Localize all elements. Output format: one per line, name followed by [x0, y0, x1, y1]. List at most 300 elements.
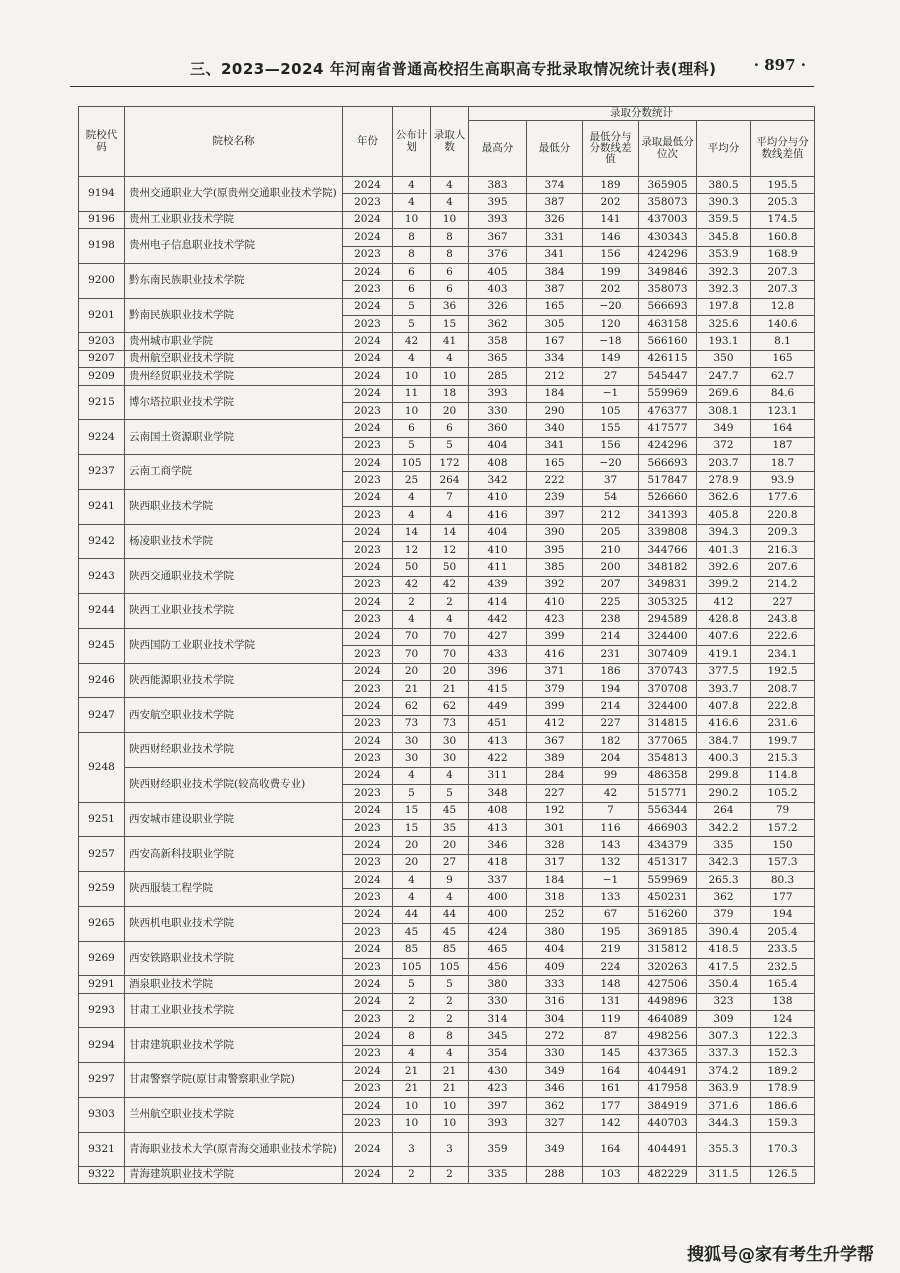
min-score: 330	[527, 1045, 583, 1062]
min-rank: 339808	[639, 524, 697, 541]
year: 2024	[343, 993, 393, 1010]
plan: 25	[393, 472, 431, 489]
plan: 2	[393, 1011, 431, 1028]
header-avg-diff: 平均分与分数线差值	[751, 121, 815, 177]
max-score: 330	[469, 993, 527, 1010]
header-plan: 公布计划	[393, 107, 431, 177]
max-score: 285	[469, 368, 527, 385]
plan: 5	[393, 316, 431, 333]
min-score: 416	[527, 646, 583, 663]
avg-diff: 233.5	[751, 941, 815, 958]
admitted: 73	[431, 715, 469, 732]
avg-diff: 222.6	[751, 628, 815, 645]
min-score: 404	[527, 941, 583, 958]
avg-score: 359.5	[697, 211, 751, 228]
school-code: 9245	[79, 628, 125, 663]
plan: 45	[393, 924, 431, 941]
admitted: 36	[431, 298, 469, 315]
year: 2024	[343, 368, 393, 385]
admitted: 6	[431, 420, 469, 437]
plan: 4	[393, 872, 431, 889]
min-diff: 212	[583, 507, 639, 524]
min-diff: 148	[583, 976, 639, 993]
min-score: 362	[527, 1097, 583, 1114]
year: 2023	[343, 680, 393, 697]
avg-diff: 216.3	[751, 541, 815, 558]
min-diff: 182	[583, 733, 639, 750]
max-score: 449	[469, 698, 527, 715]
min-score: 327	[527, 1115, 583, 1132]
plan: 62	[393, 698, 431, 715]
plan: 105	[393, 958, 431, 975]
max-score: 345	[469, 1028, 527, 1045]
min-diff: 133	[583, 889, 639, 906]
avg-diff: 152.3	[751, 1045, 815, 1062]
table-row	[79, 993, 815, 1010]
min-diff: 224	[583, 958, 639, 975]
avg-score: 416.6	[697, 715, 751, 732]
plan: 6	[393, 420, 431, 437]
year: 2024	[343, 906, 393, 923]
min-rank: 498256	[639, 1028, 697, 1045]
avg-score: 311.5	[697, 1166, 751, 1183]
min-diff: 186	[583, 663, 639, 680]
min-diff: 202	[583, 281, 639, 298]
avg-diff: 138	[751, 993, 815, 1010]
avg-score: 350.4	[697, 976, 751, 993]
max-score: 418	[469, 854, 527, 871]
avg-diff: 177	[751, 889, 815, 906]
admitted: 10	[431, 211, 469, 228]
school-name: 杨凌职业技术学院	[125, 524, 343, 559]
max-score: 337	[469, 872, 527, 889]
avg-diff: 222.8	[751, 698, 815, 715]
max-score: 408	[469, 802, 527, 819]
min-score: 387	[527, 194, 583, 211]
avg-diff: 157.2	[751, 819, 815, 836]
min-diff: 37	[583, 472, 639, 489]
table-row	[79, 802, 815, 819]
school-code: 9203	[79, 333, 125, 350]
min-rank: 463158	[639, 316, 697, 333]
school-name: 贵州电子信息职业技术学院	[125, 229, 343, 264]
school-name: 西安铁路职业技术学院	[125, 941, 343, 976]
min-score: 384	[527, 263, 583, 280]
year: 2024	[343, 420, 393, 437]
min-diff: 205	[583, 524, 639, 541]
plan: 4	[393, 194, 431, 211]
avg-diff: 194	[751, 906, 815, 923]
min-rank: 307409	[639, 646, 697, 663]
avg-diff: 164	[751, 420, 815, 437]
admitted: 5	[431, 785, 469, 802]
school-name: 甘肃建筑职业技术学院	[125, 1028, 343, 1063]
school-code: 9269	[79, 941, 125, 976]
avg-diff: 123.1	[751, 402, 815, 419]
plan: 105	[393, 455, 431, 472]
table-row	[79, 1028, 815, 1045]
avg-score: 372	[697, 437, 751, 454]
school-name: 青海建筑职业技术学院	[125, 1166, 343, 1183]
max-score: 342	[469, 472, 527, 489]
min-diff: 214	[583, 628, 639, 645]
min-score: 252	[527, 906, 583, 923]
admitted: 12	[431, 541, 469, 558]
avg-diff: 8.1	[751, 333, 815, 350]
min-rank: 324400	[639, 698, 697, 715]
year: 2024	[343, 802, 393, 819]
table-row	[79, 455, 815, 472]
plan: 21	[393, 1080, 431, 1097]
header-stats-group: 录取分数统计	[469, 107, 815, 121]
header-code: 院校代码	[79, 107, 125, 177]
min-diff: 177	[583, 1097, 639, 1114]
avg-diff: 124	[751, 1011, 815, 1028]
header-rank: 录取最低分位次	[639, 121, 697, 177]
admitted: 62	[431, 698, 469, 715]
table-row	[79, 229, 815, 246]
max-score: 314	[469, 1011, 527, 1028]
min-score: 184	[527, 872, 583, 889]
year: 2023	[343, 541, 393, 558]
admission-table	[78, 106, 815, 1184]
avg-diff: 80.3	[751, 872, 815, 889]
avg-score: 379	[697, 906, 751, 923]
avg-score: 307.3	[697, 1028, 751, 1045]
school-name: 西安高新科技职业学院	[125, 837, 343, 872]
school-name: 西安航空职业技术学院	[125, 698, 343, 733]
min-diff: 219	[583, 941, 639, 958]
max-score: 354	[469, 1045, 527, 1062]
min-rank: 526660	[639, 489, 697, 506]
max-score: 311	[469, 767, 527, 784]
avg-score: 377.5	[697, 663, 751, 680]
min-score: 316	[527, 993, 583, 1010]
year: 2024	[343, 1028, 393, 1045]
year: 2024	[343, 1097, 393, 1114]
min-diff: 120	[583, 316, 639, 333]
plan: 30	[393, 750, 431, 767]
min-score: 374	[527, 177, 583, 194]
year: 2023	[343, 246, 393, 263]
header-admitted: 录取人数	[431, 107, 469, 177]
plan: 4	[393, 889, 431, 906]
school-name: 甘肃工业职业技术学院	[125, 993, 343, 1028]
min-score: 349	[527, 1063, 583, 1080]
max-score: 413	[469, 733, 527, 750]
avg-diff: 189.2	[751, 1063, 815, 1080]
avg-score: 392.3	[697, 263, 751, 280]
admitted: 264	[431, 472, 469, 489]
admitted: 10	[431, 368, 469, 385]
avg-score: 308.1	[697, 402, 751, 419]
page-title: 三、2023—2024 年河南省普通高校招生高职高专批录取情况统计表(理科)	[190, 60, 717, 78]
year: 2024	[343, 837, 393, 854]
avg-score: 342.2	[697, 819, 751, 836]
avg-diff: 214.2	[751, 576, 815, 593]
max-score: 408	[469, 455, 527, 472]
avg-diff: 62.7	[751, 368, 815, 385]
avg-diff: 170.3	[751, 1132, 815, 1166]
admitted: 4	[431, 194, 469, 211]
min-score: 288	[527, 1166, 583, 1183]
min-rank: 430343	[639, 229, 697, 246]
admitted: 8	[431, 1028, 469, 1045]
avg-score: 399.2	[697, 576, 751, 593]
plan: 6	[393, 263, 431, 280]
table-row	[79, 385, 815, 402]
table-row	[79, 524, 815, 541]
plan: 5	[393, 976, 431, 993]
table-row	[79, 420, 815, 437]
min-rank: 426115	[639, 350, 697, 367]
table-row	[79, 698, 815, 715]
plan: 5	[393, 437, 431, 454]
header-min: 最低分	[527, 121, 583, 177]
admitted: 42	[431, 576, 469, 593]
plan: 5	[393, 785, 431, 802]
school-code: 9224	[79, 420, 125, 455]
admitted: 30	[431, 750, 469, 767]
table-row	[79, 1097, 815, 1114]
admitted: 21	[431, 1063, 469, 1080]
min-diff: 146	[583, 229, 639, 246]
min-diff: 142	[583, 1115, 639, 1132]
table-row	[79, 368, 815, 385]
min-rank: 437365	[639, 1045, 697, 1062]
avg-diff: 157.3	[751, 854, 815, 871]
year: 2024	[343, 455, 393, 472]
min-score: 341	[527, 437, 583, 454]
year: 2024	[343, 1166, 393, 1183]
year: 2024	[343, 941, 393, 958]
min-rank: 566693	[639, 455, 697, 472]
table-row	[79, 211, 815, 228]
school-name: 甘肃警察学院(原甘肃警察职业学院)	[125, 1063, 343, 1098]
table-row	[79, 263, 815, 280]
avg-diff: 231.6	[751, 715, 815, 732]
min-rank: 365905	[639, 177, 697, 194]
year: 2024	[343, 177, 393, 194]
plan: 14	[393, 524, 431, 541]
min-rank: 344766	[639, 541, 697, 558]
year: 2024	[343, 594, 393, 611]
min-score: 399	[527, 628, 583, 645]
school-name: 贵州经贸职业技术学院	[125, 368, 343, 385]
plan: 21	[393, 680, 431, 697]
plan: 42	[393, 576, 431, 593]
avg-score: 393.7	[697, 680, 751, 697]
max-score: 442	[469, 611, 527, 628]
plan: 6	[393, 281, 431, 298]
min-diff: 194	[583, 680, 639, 697]
page-header	[70, 56, 814, 87]
max-score: 326	[469, 298, 527, 315]
avg-diff: 186.6	[751, 1097, 815, 1114]
avg-score: 299.8	[697, 767, 751, 784]
min-rank: 451317	[639, 854, 697, 871]
min-rank: 545447	[639, 368, 697, 385]
max-score: 414	[469, 594, 527, 611]
school-name: 西安城市建设职业学院	[125, 802, 343, 837]
avg-score: 264	[697, 802, 751, 819]
max-score: 439	[469, 576, 527, 593]
min-score: 409	[527, 958, 583, 975]
avg-diff: 18.7	[751, 455, 815, 472]
min-rank: 466903	[639, 819, 697, 836]
table-row	[79, 559, 815, 576]
min-diff: 87	[583, 1028, 639, 1045]
min-rank: 516260	[639, 906, 697, 923]
min-rank: 384919	[639, 1097, 697, 1114]
year: 2023	[343, 1115, 393, 1132]
min-rank: 404491	[639, 1132, 697, 1166]
max-score: 393	[469, 385, 527, 402]
min-rank: 450231	[639, 889, 697, 906]
max-score: 465	[469, 941, 527, 958]
plan: 4	[393, 507, 431, 524]
avg-diff: 126.5	[751, 1166, 815, 1183]
admitted: 14	[431, 524, 469, 541]
admitted: 20	[431, 663, 469, 680]
school-name: 黔南民族职业技术学院	[125, 298, 343, 333]
school-name: 陕西国防工业职业技术学院	[125, 628, 343, 663]
min-rank: 294589	[639, 611, 697, 628]
admitted: 105	[431, 958, 469, 975]
year: 2023	[343, 1045, 393, 1062]
max-score: 427	[469, 628, 527, 645]
avg-score: 353.9	[697, 246, 751, 263]
min-diff: 189	[583, 177, 639, 194]
max-score: 376	[469, 246, 527, 263]
admitted: 4	[431, 507, 469, 524]
max-score: 411	[469, 559, 527, 576]
school-name: 陕西财经职业技术学院(较高收费专业)	[125, 767, 343, 802]
school-code: 9244	[79, 594, 125, 629]
avg-score: 390.4	[697, 924, 751, 941]
year: 2024	[343, 628, 393, 645]
school-code: 9242	[79, 524, 125, 559]
min-score: 326	[527, 211, 583, 228]
year: 2023	[343, 646, 393, 663]
year: 2023	[343, 472, 393, 489]
avg-diff: 207.6	[751, 559, 815, 576]
avg-score: 337.3	[697, 1045, 751, 1062]
min-diff: 227	[583, 715, 639, 732]
admitted: 6	[431, 281, 469, 298]
min-score: 412	[527, 715, 583, 732]
admitted: 5	[431, 437, 469, 454]
year: 2023	[343, 958, 393, 975]
year: 2023	[343, 889, 393, 906]
header-min-diff: 最低分与分数线差值	[583, 121, 639, 177]
avg-score: 407.6	[697, 628, 751, 645]
min-score: 333	[527, 976, 583, 993]
min-rank: 370743	[639, 663, 697, 680]
min-rank: 314815	[639, 715, 697, 732]
min-score: 304	[527, 1011, 583, 1028]
school-code: 9251	[79, 802, 125, 837]
min-rank: 566160	[639, 333, 697, 350]
year: 2023	[343, 1080, 393, 1097]
min-rank: 515771	[639, 785, 697, 802]
min-score: 272	[527, 1028, 583, 1045]
admitted: 44	[431, 906, 469, 923]
school-code: 9291	[79, 976, 125, 993]
school-name: 青海职业技术大学(原青海交通职业技术学院)	[125, 1132, 343, 1166]
plan: 3	[393, 1132, 431, 1166]
max-score: 400	[469, 906, 527, 923]
avg-score: 278.9	[697, 472, 751, 489]
year: 2023	[343, 507, 393, 524]
school-code: 9200	[79, 263, 125, 298]
avg-diff: 174.5	[751, 211, 815, 228]
min-rank: 348182	[639, 559, 697, 576]
avg-diff: 159.3	[751, 1115, 815, 1132]
school-name: 兰州航空职业技术学院	[125, 1097, 343, 1132]
min-diff: 200	[583, 559, 639, 576]
min-score: 380	[527, 924, 583, 941]
admitted: 7	[431, 489, 469, 506]
min-diff: 199	[583, 263, 639, 280]
plan: 44	[393, 906, 431, 923]
min-diff: −1	[583, 385, 639, 402]
school-code: 9293	[79, 993, 125, 1028]
min-rank: 476377	[639, 402, 697, 419]
min-rank: 417577	[639, 420, 697, 437]
min-rank: 369185	[639, 924, 697, 941]
year: 2024	[343, 350, 393, 367]
admitted: 70	[431, 646, 469, 663]
school-code: 9237	[79, 455, 125, 490]
avg-score: 193.1	[697, 333, 751, 350]
min-rank: 517847	[639, 472, 697, 489]
school-name: 黔东南民族职业技术学院	[125, 263, 343, 298]
plan: 5	[393, 298, 431, 315]
avg-diff: 177.6	[751, 489, 815, 506]
plan: 4	[393, 767, 431, 784]
table-row	[79, 489, 815, 506]
min-score: 212	[527, 368, 583, 385]
header-name: 院校名称	[125, 107, 343, 177]
max-score: 404	[469, 524, 527, 541]
min-rank: 556344	[639, 802, 697, 819]
school-code: 9246	[79, 663, 125, 698]
avg-score: 269.6	[697, 385, 751, 402]
min-rank: 324400	[639, 628, 697, 645]
min-score: 395	[527, 541, 583, 558]
watermark-text: 搜狐号@家有考生升学帮	[687, 1245, 874, 1265]
table-row	[79, 1132, 815, 1166]
min-score: 385	[527, 559, 583, 576]
min-score: 392	[527, 576, 583, 593]
school-code: 9265	[79, 906, 125, 941]
min-rank: 341393	[639, 507, 697, 524]
admitted: 21	[431, 680, 469, 697]
plan: 4	[393, 489, 431, 506]
admitted: 85	[431, 941, 469, 958]
year: 2024	[343, 385, 393, 402]
school-name: 云南国土资源职业学院	[125, 420, 343, 455]
school-code: 9243	[79, 559, 125, 594]
school-name: 陕西交通职业技术学院	[125, 559, 343, 594]
min-score: 397	[527, 507, 583, 524]
year: 2023	[343, 924, 393, 941]
admitted: 30	[431, 733, 469, 750]
year: 2024	[343, 489, 393, 506]
avg-score: 323	[697, 993, 751, 1010]
min-rank: 424296	[639, 246, 697, 263]
